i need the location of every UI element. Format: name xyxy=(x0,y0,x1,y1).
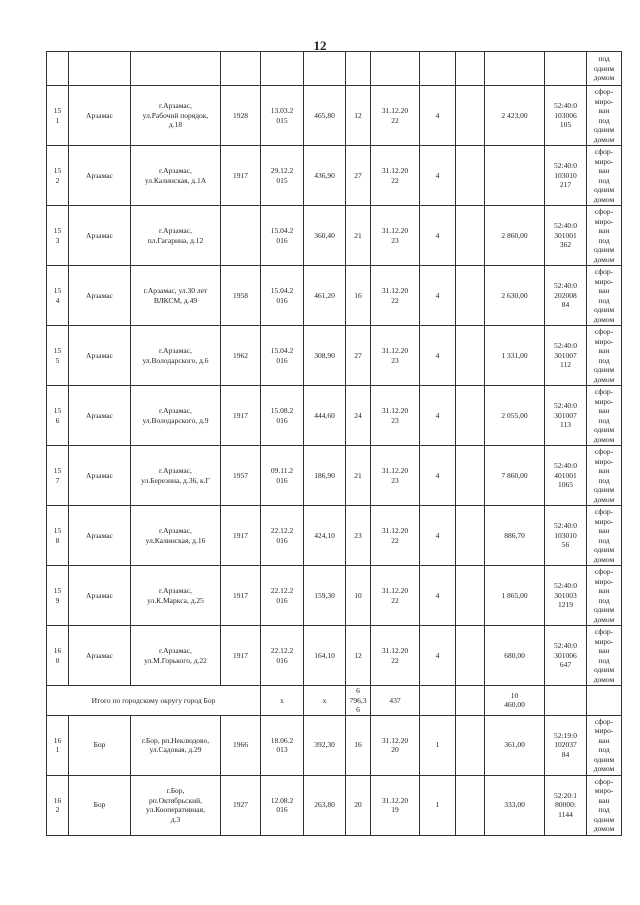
cadastral-number-cell: 52:19:0 102037 84 xyxy=(545,715,587,775)
municipality-cell: Арзамас xyxy=(69,626,131,686)
deadline-cell: 31.12.20 22 xyxy=(371,506,420,566)
land-status-cell: сфор- миро- ван под одним домом xyxy=(587,775,622,835)
area-cell: 392,30 xyxy=(304,715,346,775)
table-row xyxy=(47,206,622,266)
empty-cell xyxy=(456,266,485,326)
amount-cell: 1 331,00 xyxy=(485,326,545,386)
residents-cell: 24 xyxy=(346,386,371,446)
row-number-cell: 15 5 xyxy=(47,326,69,386)
total-area-cell: 6 796,36 xyxy=(346,686,371,716)
residents-cell: 16 xyxy=(346,715,371,775)
cadastral-number-cell: 52:40:0 401001 1065 xyxy=(545,446,587,506)
table-row xyxy=(47,326,622,386)
recognition-date-cell: 09.11.2 016 xyxy=(261,446,304,506)
deadline-cell: 31.12.20 23 xyxy=(371,206,420,266)
municipality-cell: Арзамас xyxy=(69,86,131,146)
empty-cell xyxy=(456,446,485,506)
municipality-cell: Арзамас xyxy=(69,386,131,446)
address-cell: г.Арзамас, ул.Володарского, д.6 xyxy=(131,326,221,386)
land-status-cell: сфор- миро- ван под одним домом xyxy=(587,566,622,626)
deadline-cell: 31.12.20 22 xyxy=(371,86,420,146)
row-number-cell: 16 1 xyxy=(47,715,69,775)
municipality-cell: Бор xyxy=(69,715,131,775)
category-cell: 4 xyxy=(420,86,456,146)
address-cell: г.Арзамас, ул.К.Маркса, д.25 xyxy=(131,566,221,626)
table-row xyxy=(47,386,622,446)
deadline-cell: 31.12.20 20 xyxy=(371,715,420,775)
row-number-cell: 15 4 xyxy=(47,266,69,326)
total-x-cell: x xyxy=(304,686,346,716)
municipality-cell: Арзамас xyxy=(69,146,131,206)
table-row xyxy=(47,446,622,506)
total-label: Итого по городскому округу город Бор xyxy=(47,686,261,716)
table-row xyxy=(47,626,622,686)
land-status-cell: сфор- миро- ван под одним домом xyxy=(587,206,622,266)
empty-cell xyxy=(545,686,587,716)
empty-cell xyxy=(456,566,485,626)
table-row xyxy=(47,775,622,835)
recognition-date-cell: 18.06.2 013 xyxy=(261,715,304,775)
cadastral-number-cell: 52:40:0 103010 56 xyxy=(545,506,587,566)
recognition-date-cell: 15.04.2 016 xyxy=(261,326,304,386)
municipality-cell: Арзамас xyxy=(69,566,131,626)
page-number: 12 xyxy=(313,38,327,53)
deadline-cell: 31.12.20 22 xyxy=(371,266,420,326)
build-year-cell: 1927 xyxy=(221,775,261,835)
amount-cell: 886,70 xyxy=(485,506,545,566)
empty-cell xyxy=(587,686,622,716)
land-status-cell: сфор- миро- ван под одним домом xyxy=(587,506,622,566)
land-status-cell: сфор- миро- ван под одним домом xyxy=(587,326,622,386)
row-number-cell: 15 1 xyxy=(47,86,69,146)
address-cell: г.Арзамас, ул.Калинская, д.16 xyxy=(131,506,221,566)
build-year-cell: 1917 xyxy=(221,566,261,626)
empty-cell xyxy=(456,686,485,716)
recognition-date-cell: 15.04.2 016 xyxy=(261,266,304,326)
build-year-cell xyxy=(221,206,261,266)
area-cell: 461,20 xyxy=(304,266,346,326)
deadline-cell: 31.12.20 23 xyxy=(371,326,420,386)
amount-cell: 361,00 xyxy=(485,715,545,775)
residents-cell: 21 xyxy=(346,446,371,506)
cadastral-number-cell: 52:40:0 301003 1219 xyxy=(545,566,587,626)
total-residents-cell: 437 xyxy=(371,686,420,716)
amount-cell: 333,00 xyxy=(485,775,545,835)
residents-cell: 27 xyxy=(346,146,371,206)
amount-cell: 2 055,00 xyxy=(485,386,545,446)
cadastral-number-cell: 52:40:0 301007 112 xyxy=(545,326,587,386)
category-cell: 1 xyxy=(420,775,456,835)
row-number-cell: 15 2 xyxy=(47,146,69,206)
empty-cell xyxy=(456,206,485,266)
build-year-cell: 1917 xyxy=(221,506,261,566)
row-number-cell: 15 3 xyxy=(47,206,69,266)
build-year-cell: 1917 xyxy=(221,386,261,446)
deadline-cell: 31.12.20 22 xyxy=(371,626,420,686)
empty-cell xyxy=(456,506,485,566)
deadline-cell: 31.12.20 23 xyxy=(371,446,420,506)
amount-cell: 7 860,00 xyxy=(485,446,545,506)
amount-cell: 2 630,00 xyxy=(485,266,545,326)
category-cell: 1 xyxy=(420,715,456,775)
empty-cell xyxy=(456,715,485,775)
area-cell: 424,10 xyxy=(304,506,346,566)
area-cell: 263,80 xyxy=(304,775,346,835)
recognition-date-cell: 12.08.2 016 xyxy=(261,775,304,835)
residents-cell: 16 xyxy=(346,266,371,326)
amount-cell: 2 423,00 xyxy=(485,86,545,146)
municipality-cell: Арзамас xyxy=(69,506,131,566)
land-status-cell: сфор- миро- ван под одним домом xyxy=(587,386,622,446)
address-cell: г.Бор, рп.Неклюдово, ул.Садовая, д.29 xyxy=(131,715,221,775)
table-row xyxy=(47,266,622,326)
area-cell: 159,30 xyxy=(304,566,346,626)
empty-cell xyxy=(420,686,456,716)
address-cell: г.Арзамас, ул.Рабочий порядок, д.18 xyxy=(131,86,221,146)
land-status-cell: сфор- миро- ван под одним домом xyxy=(587,715,622,775)
area-cell: 360,40 xyxy=(304,206,346,266)
residents-cell: 10 xyxy=(346,566,371,626)
address-cell: г.Арзамас, ул.Березина, д.36, к.Г xyxy=(131,446,221,506)
address-cell: г.Бор, рп.Октябрьский, ул.Кооперативная, д.3 xyxy=(131,775,221,835)
recognition-date-cell: 15.04.2 016 xyxy=(261,206,304,266)
row-number-cell: 15 6 xyxy=(47,386,69,446)
build-year-cell: 1966 xyxy=(221,715,261,775)
empty-cell xyxy=(456,146,485,206)
build-year-cell: 1917 xyxy=(221,626,261,686)
deadline-cell: 31.12.20 22 xyxy=(371,146,420,206)
empty-cell xyxy=(456,326,485,386)
total-row xyxy=(47,686,622,716)
total-x-cell: x xyxy=(261,686,304,716)
recognition-date-cell: 22.12.2 016 xyxy=(261,626,304,686)
land-status-cell: сфор- миро- ван под одним домом xyxy=(587,266,622,326)
total-amount-cell: 10 460,00 xyxy=(485,686,545,716)
area-cell: 186,90 xyxy=(304,446,346,506)
category-cell: 4 xyxy=(420,506,456,566)
empty-cell xyxy=(456,626,485,686)
cadastral-number-cell: 52:40:0 103010 217 xyxy=(545,146,587,206)
residents-cell: 23 xyxy=(346,506,371,566)
municipality-cell: Арзамас xyxy=(69,326,131,386)
amount-cell: 2 860,00 xyxy=(485,206,545,266)
row-number-cell: 15 8 xyxy=(47,506,69,566)
empty-cell xyxy=(456,386,485,446)
table-row xyxy=(47,52,622,86)
deadline-cell: 31.12.20 19 xyxy=(371,775,420,835)
category-cell: 4 xyxy=(420,266,456,326)
residents-cell: 12 xyxy=(346,626,371,686)
row-number-cell: 16 2 xyxy=(47,775,69,835)
table-row xyxy=(47,86,622,146)
address-cell: г.Арзамас, ул.М.Горького, д.22 xyxy=(131,626,221,686)
residents-cell: 20 xyxy=(346,775,371,835)
cadastral-number-cell: 52:40:0 301006 647 xyxy=(545,626,587,686)
recognition-date-cell: 13.03.2 015 xyxy=(261,86,304,146)
housing-register-table xyxy=(46,51,622,836)
build-year-cell: 1958 xyxy=(221,266,261,326)
cadastral-number-cell: 52:40:0 103006 105 xyxy=(545,86,587,146)
amount-cell xyxy=(485,146,545,206)
amount-cell: 1 865,00 xyxy=(485,566,545,626)
table-row xyxy=(47,146,622,206)
municipality-cell: Арзамас xyxy=(69,206,131,266)
empty-cell xyxy=(456,775,485,835)
residents-cell: 12 xyxy=(346,86,371,146)
address-cell: г.Арзамас, ул.Володарского, д.9 xyxy=(131,386,221,446)
residents-cell: 27 xyxy=(346,326,371,386)
table-row xyxy=(47,566,622,626)
row-number-cell: 15 9 xyxy=(47,566,69,626)
build-year-cell: 1917 xyxy=(221,146,261,206)
table-row xyxy=(47,715,622,775)
deadline-cell: 31.12.20 22 xyxy=(371,566,420,626)
address-cell: г.Арзамас, ул.30 лет ВЛКСМ, д.49 xyxy=(131,266,221,326)
municipality-cell: Арзамас xyxy=(69,446,131,506)
category-cell: 4 xyxy=(420,566,456,626)
recognition-date-cell: 22.12.2 016 xyxy=(261,506,304,566)
category-cell: 4 xyxy=(420,626,456,686)
deadline-cell: 31.12.20 23 xyxy=(371,386,420,446)
cadastral-number-cell: 52:40:0 301007 113 xyxy=(545,386,587,446)
recognition-date-cell: 29.12.2 015 xyxy=(261,146,304,206)
row-number-cell: 15 7 xyxy=(47,446,69,506)
residents-cell: 21 xyxy=(346,206,371,266)
build-year-cell: 1957 xyxy=(221,446,261,506)
area-cell: 465,80 xyxy=(304,86,346,146)
area-cell: 444,60 xyxy=(304,386,346,446)
municipality-cell: Бор xyxy=(69,775,131,835)
row-number-cell: 16 0 xyxy=(47,626,69,686)
build-year-cell: 1928 xyxy=(221,86,261,146)
cadastral-number-cell: 52:20:1 80000: 1144 xyxy=(545,775,587,835)
municipality-cell: Арзамас xyxy=(69,266,131,326)
build-year-cell: 1962 xyxy=(221,326,261,386)
cadastral-number-cell: 52:40:0 301001 362 xyxy=(545,206,587,266)
amount-cell: 680,00 xyxy=(485,626,545,686)
category-cell: 4 xyxy=(420,386,456,446)
land-status-cell: сфор- миро- ван под одним домом xyxy=(587,146,622,206)
land-status-cell: сфор- миро- ван под одним домом xyxy=(587,86,622,146)
recognition-date-cell: 15.08.2 016 xyxy=(261,386,304,446)
category-cell: 4 xyxy=(420,146,456,206)
cadastral-number-cell: 52:40:0 202008 84 xyxy=(545,266,587,326)
empty-cell xyxy=(456,86,485,146)
category-cell: 4 xyxy=(420,446,456,506)
land-status-cell: сфор- миро- ван под одним домом xyxy=(587,446,622,506)
land-status-cell: под одним домом xyxy=(587,52,622,86)
address-cell: г.Арзамас, ул.Калинская, д.1А xyxy=(131,146,221,206)
area-cell: 308,90 xyxy=(304,326,346,386)
table-row xyxy=(47,506,622,566)
category-cell: 4 xyxy=(420,206,456,266)
category-cell: 4 xyxy=(420,326,456,386)
area-cell: 164,10 xyxy=(304,626,346,686)
area-cell: 436,90 xyxy=(304,146,346,206)
recognition-date-cell: 22.12.2 016 xyxy=(261,566,304,626)
address-cell: г.Арзамас, пл.Гагарина, д.12 xyxy=(131,206,221,266)
land-status-cell: сфор- миро- ван под одним домом xyxy=(587,626,622,686)
